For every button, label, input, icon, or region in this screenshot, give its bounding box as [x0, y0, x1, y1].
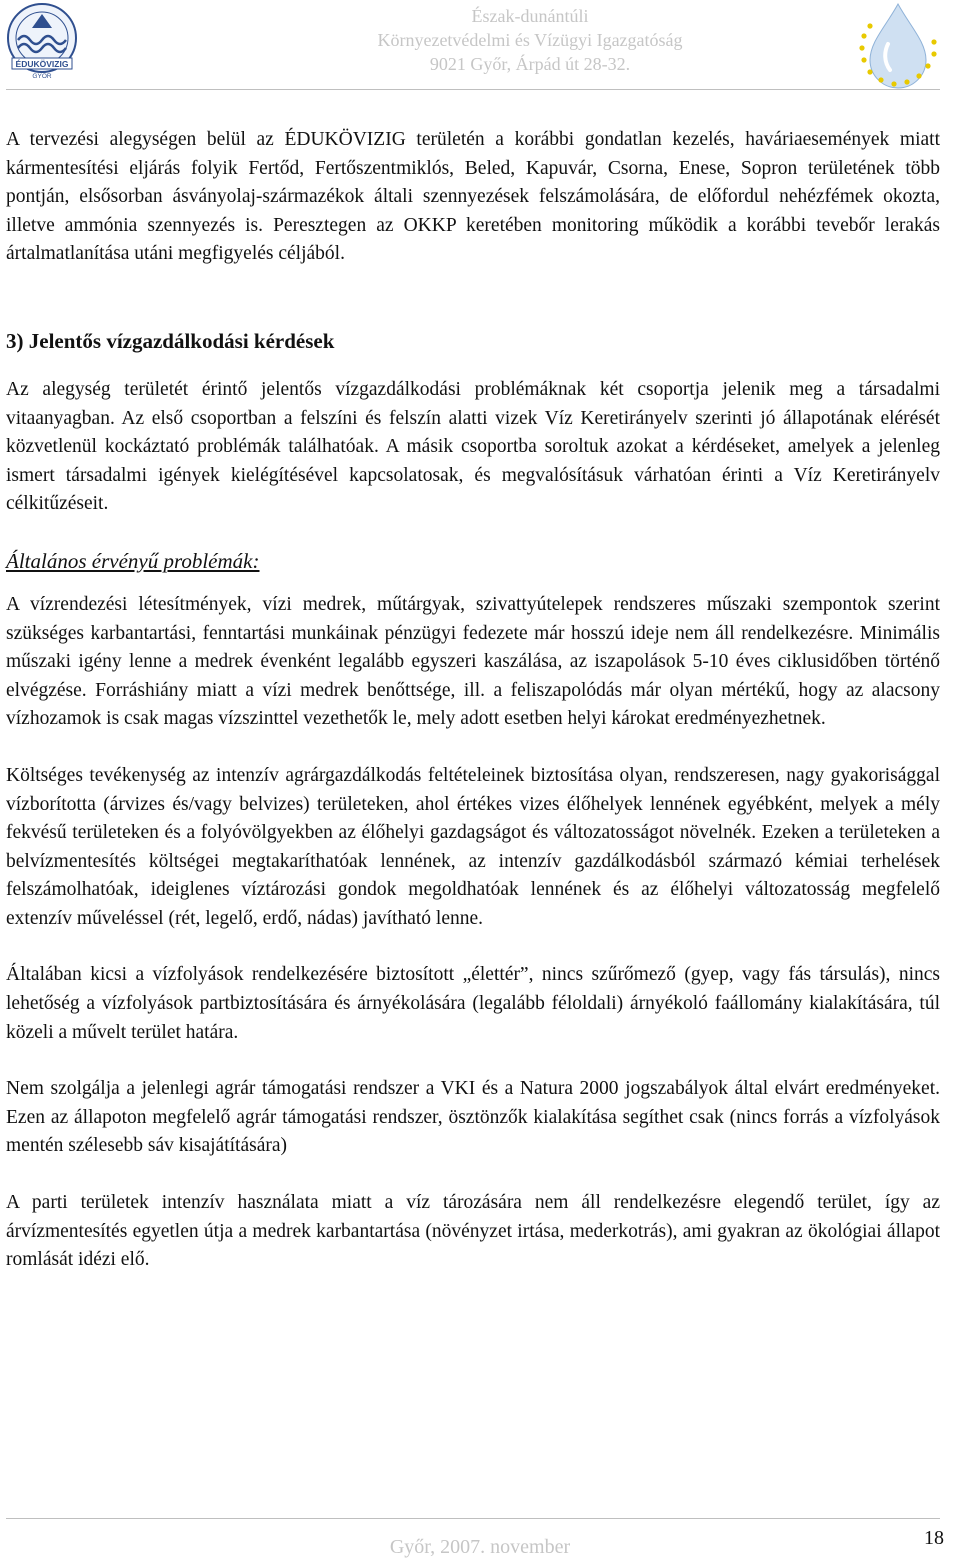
footer-place-date: Győr, 2007. november — [389, 1536, 571, 1558]
organization-name-line2: Környezetvédelmi és Vízügyi Igazgatóság — [377, 30, 683, 50]
organization-block — [250, 4, 810, 76]
organization-address: 9021 Győr, Árpád út 28-32. — [429, 54, 631, 74]
footer-divider — [6, 1518, 940, 1519]
page-header — [0, 0, 960, 92]
paragraph-subsidy-system: Nem szolgálja a jelenlegi agrár támogatási rendszer a VKI és a Natura 2000 jogszabályok által elvárt eredményeket. Ezen az állapoton megfelelő agrár támogatási rendszer, ösztönzők kialakítása segíthet csak (nincs forrás a vízfolyások mentén szélesebb sáv kisajátítására) — [6, 1078, 940, 1157]
section-heading: 3) Jelentős vízgazdálkodási kérdések — [6, 328, 335, 353]
subheading-general-problems: Általános érvényű problémák: — [6, 548, 260, 573]
intro-paragraph: A tervezési alegységen belül az ÉDUKÖVIZIG területén a korábbi gondatlan kezelés, haváriaesemények miatt kármentesítési eljárás folyik Fertőd, Fertőszentmiklós, Beled, Kapuvár, Csorna, Enese, Sopron területének több pontján, elsősorban ásványolaj-származékok általi szennyezések felszámolására, de előfordul nehézfémek okozta, illetve ammónia szennyezés is. Peresztegen az OKKP keretében monitoring működik a korábbi tevebőr lerakás ártalmatlanítása utáni megfigyelés céljából. — [6, 129, 940, 265]
paragraph-maintenance: A vízrendezési létesítmények, vízi medrek, műtárgyak, szivattyútelepek rendszeres műszaki szempontok szerint szükséges karbantartási, fenntartási munkáinak pénzügyi fedezete már hosszú ideje nem áll rendelkezésre. Minimális műszaki igény lenne a medrek évenként legalább egyszeri kaszálása, az iszapolások 5-10 éves ciklusidőben történő elvégzése. Forráshiány miatt a vízi medrek benőttsége, ill. a feliszapolódás már olyan mértékű, hogy az alacsony vízhozamok is csak magas vízszinttel vezethetők le, mely adott esetben helyi károkat eredményezhetnek. — [6, 593, 940, 730]
eu-water-drop-logo — [848, 0, 948, 90]
logo-text-bottom: GYŐR — [32, 73, 52, 80]
edukovizig-logo — [4, 2, 80, 82]
document-body — [6, 126, 940, 1275]
paragraph-flood-protection: A parti területek intenzív használata miatt a víz tározására nem áll rendelkezésre elegendő terület, így az árvízmentesítés egyetlen útja a medrek karbantartása (növényzet irtása, mederkotrás), ami gyakran az ökológiai állapot romlását idézi elő. — [6, 1192, 940, 1271]
header-divider — [6, 89, 940, 90]
page-number: 18 — [924, 1527, 944, 1549]
logo-text-top: ÉDUKÖVIZIG — [15, 59, 69, 69]
paragraph-riparian-space: Általában kicsi a vízfolyások rendelkezésére biztosított „élettér”, nincs szűrőmező (gyep, vagy fás társulás), nincs lehetőség a vízfolyások partbiztosítására és árnyékolására (legalább féloldali) árnyékoló faállomány kialakítására, túl közeli a művelt terület határa. — [6, 964, 940, 1043]
paragraph-intensive-agriculture: Költséges tevékenység az intenzív agrárgazdálkodás feltételeinek biztosítása olyan, rendszeresen, nagy gyakorisággal vízborította (árvizes és/vagy belvizes) területeken, ahol értékes vizes élőhelyek lennének egyébként, melyek a mély fekvésű területeken és a folyóvölgyekben az élőhelyi gazdagságot és változatosságot növelnék. Ezeken a területeken a belvízmentesítés költségei megtakaríthatóak lennének, az intenzív gazdálkodásból származó kémiai terhelések felszámolhatóak, ideiglenes víztározási gondok megoldhatóak lennének és az élőhelyi változatosság megfelelő extenzív műveléssel (rét, legelő, erdő, nádas) javítható lenne. — [6, 764, 940, 929]
section-paragraph: Az alegység területét érintő jelentős vízgazdálkodási problémáknak két csoportja jelenik meg a társadalmi vitaanyagban. Az első csoportban a felszíni és felszín alatti vizek Víz Keretirányelv szerinti jó állapotának elérését közvetlenül kockáztató problémák találhatóak. A másik csoportba soroltuk azokat a kérdéseket, amelyek a jelenleg ismert társadalmi igények kielégítésével kapcsolatosak, és megvalósításuk várhatóan érinti a Víz Keretirányelv célkitűzéseit. — [6, 378, 940, 515]
organization-name-line1: Észak-dunántúli — [471, 6, 589, 26]
